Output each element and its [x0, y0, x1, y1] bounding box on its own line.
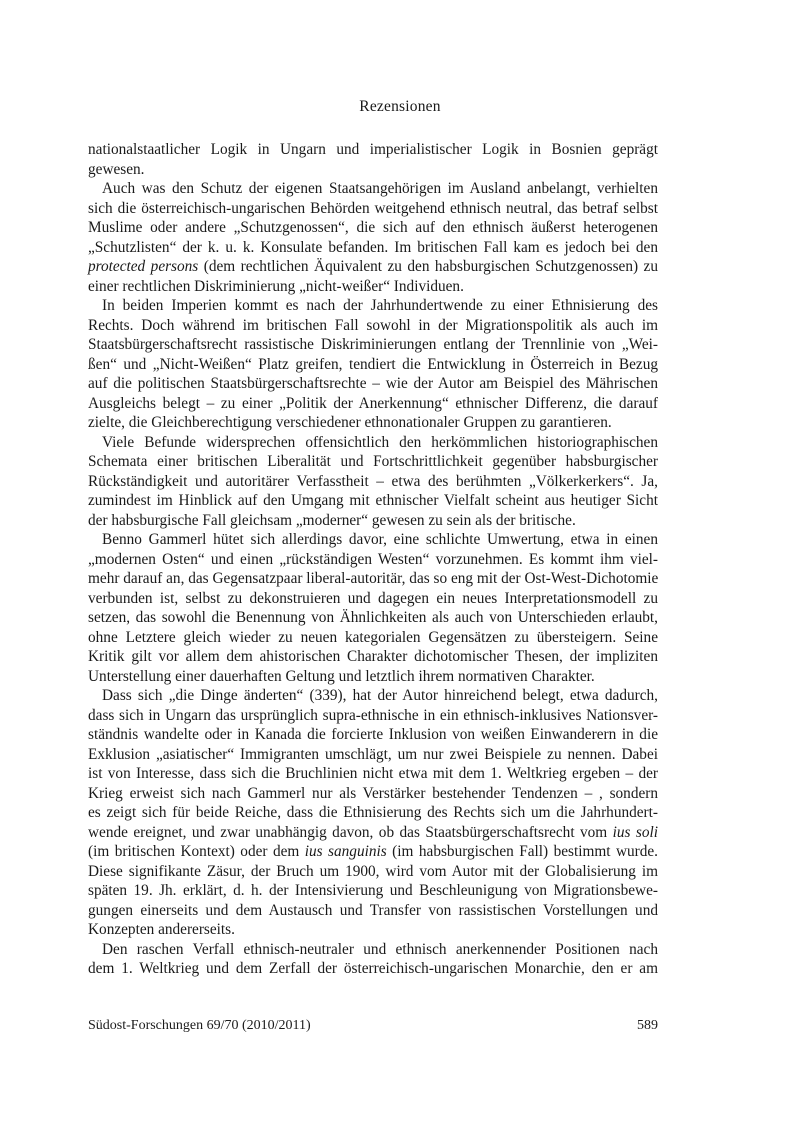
- text-line: ständnis wandelte oder in Kanada die forcierte Inklusion von weißen Einwanderern in die: [88, 726, 658, 743]
- running-head: Rezensionen: [359, 98, 441, 115]
- italic-term: ius soli: [612, 823, 659, 841]
- text-line: es zeigt sich für beide Reiche, dass die Ethnisierung des Rechts sich um die Jahrhundert-: [88, 804, 658, 821]
- text-line: Kritik gilt vor allem dem ahistorischen Charakter dichotomischer Thesen, der impliziten: [88, 648, 658, 665]
- text-line: setzen, das sowohl die Benennung von Ähnlichkeiten als auch von Unterschieden erlaubt,: [88, 609, 658, 626]
- journal-citation: Südost-Forschungen 69/70 (2010/2011): [88, 1018, 311, 1033]
- paragraph-start: Auch was den Schutz der eigenen Staatsangehörigen im Ausland anbelangt, verhielten: [102, 180, 658, 197]
- text-line: verbunden ist, selbst zu dekonstruieren und dagegen ein neues Interpretationsmodell zu: [88, 589, 658, 607]
- page-number: 589: [637, 1018, 658, 1033]
- text-line: Diese signifikante Zäsur, der Bruch um 1900, wird vom Autor mit der Globalisierung im: [88, 862, 658, 880]
- text-line: der habsburgische Fall gleichsam „moderner“ gewesen zu sein als der britische.: [88, 511, 576, 529]
- paragraph-start: Viele Befunde widersprechen offensichtlich den herkömmlichen historiographischen: [102, 433, 658, 451]
- text-fragment: (im britischen Kontext) oder dem: [88, 843, 305, 860]
- text-line: sich die österreichisch-ungarischen Behörden weitgehend ethnisch neutral, das betraf selbst: [88, 199, 658, 217]
- text-line: dass sich in Ungarn das ursprünglich supra-ethnische in ein ethnisch-inklusives Nationsver-: [88, 706, 658, 724]
- text-line: Konzepten andererseits.: [88, 921, 235, 938]
- text-line: ist von Interesse, dass sich die Bruchlinien nicht etwa mit dem 1. Weltkrieg ergeben – der: [88, 765, 658, 782]
- text-line: zielte, die Gleichberechtigung verschiedener ethnonationaler Gruppen zu garantieren.: [88, 414, 612, 431]
- text-fragment: (im habsburgischen Fall) bestimmt wurde.: [386, 843, 659, 860]
- text-line: einer rechtlichen Diskriminierung „nicht-weißer“ Individuen.: [88, 277, 464, 295]
- text-line: Ausgleichs belegt – zu einer „Politik der Anerkennung“ ethnischer Differenz, die darauf: [88, 394, 658, 412]
- text-line: auf die politischen Staatsbürgerschaftsrechte – wie der Autor am Beispiel des Mährischen: [88, 375, 658, 392]
- text-line: Schemata einer britischen Liberalität und Fortschrittlichkeit gegenüber habsburgischer: [88, 453, 658, 470]
- paragraph-start: Dass sich „die Dinge änderten“ (339), hat der Autor hinreichend belegt, etwa dadurch,: [102, 687, 658, 704]
- text-line: Rückständigkeit und autoritärer Verfasstheit – etwa des berühmten „Völkerkerkers“. Ja,: [88, 472, 658, 490]
- text-fragment: (dem rechtlichen Äquivalent zu den habsburgischen Schutzgenossen) zu: [198, 258, 658, 275]
- text-line: [88, 823, 658, 843]
- text-line: ßen“ und „Nicht-Weißen“ Platz greifen, tendiert die Entwicklung in Österreich in Bezug: [88, 355, 658, 373]
- text-line: Staatsbürgerschaftsrecht rassistische Diskriminierungen entlang der Trennlinie von „Wei-: [88, 336, 658, 353]
- text-line: ohne Letztere gleich wieder zu neuen kategorialen Gegensätzen zu übersteigern. Seine: [88, 628, 658, 646]
- text-line: dem 1. Weltkrieg und dem Zerfall der österreichisch-ungarischen Monarchie, den er am: [88, 960, 658, 977]
- text-line: Unterstellung einer dauerhaften Geltung und letztlich ihrem normativen Charakter.: [88, 667, 595, 685]
- text-line: „modernen Osten“ und einen „rückständigen Westen“ vorzunehmen. Es kommt ihm viel-: [88, 550, 658, 568]
- text-line: Rechts. Doch während im britischen Fall sowohl in der Migrationspolitik als auch im: [88, 316, 658, 334]
- italic-term: protected persons: [88, 258, 199, 275]
- italic-term: ius sanguinis: [304, 843, 387, 860]
- paragraph-start: Den raschen Verfall ethnisch-neutraler und ethnisch anerkennender Positionen nach: [102, 940, 658, 958]
- text-line: gewesen.: [88, 160, 145, 178]
- text-fragment: wende ereignet, und zwar unabhängig davon, ob das Staatsbürgerschaftsrecht vom: [88, 823, 613, 841]
- text-line: „Schutzlisten“ der k. u. k. Konsulate befanden. Im britischen Fall kam es jedoch bei den: [88, 238, 658, 256]
- review-body: [88, 140, 658, 979]
- text-line: Exklusion „asiatischer“ Immigranten umschlägt, um nur zwei Beispiele zu nennen. Dabei: [88, 745, 658, 763]
- text-line: mehr darauf an, das Gegensatzpaar liberal-autoritär, das so eng mit der Ost-West-Dichotomie: [88, 570, 659, 587]
- text-line: Krieg erweist sich nach Gammerl nur als Verstärker bestehender Tendenzen – , sondern: [88, 784, 658, 802]
- text-line: nationalstaatlicher Logik in Ungarn und imperialistischer Logik in Bosnien geprägt: [88, 141, 658, 158]
- text-line: späten 19. Jh. erklärt, d. h. der Intensivierung und Beschleunigung von Migrationsbewe-: [88, 882, 658, 899]
- text-line: zumindest im Hinblick auf den Umgang mit ethnischer Vielfalt scheint aus heutiger Sicht: [88, 492, 658, 509]
- text-line: gungen einerseits und dem Austausch und Transfer von rassistischen Vorstellungen und: [88, 901, 658, 919]
- paragraph-start: Benno Gammerl hütet sich allerdings davor, eine schlichte Umwertung, etwa in einen: [102, 531, 658, 548]
- text-line: [88, 257, 658, 277]
- text-line: Muslime oder andere „Schutzgenossen“, die sich auf den ethnisch äußerst heterogenen: [88, 219, 658, 236]
- paragraph-start: In beiden Imperien kommt es nach der Jahrhundertwende zu einer Ethnisierung des: [102, 297, 658, 314]
- text-line: [88, 842, 658, 862]
